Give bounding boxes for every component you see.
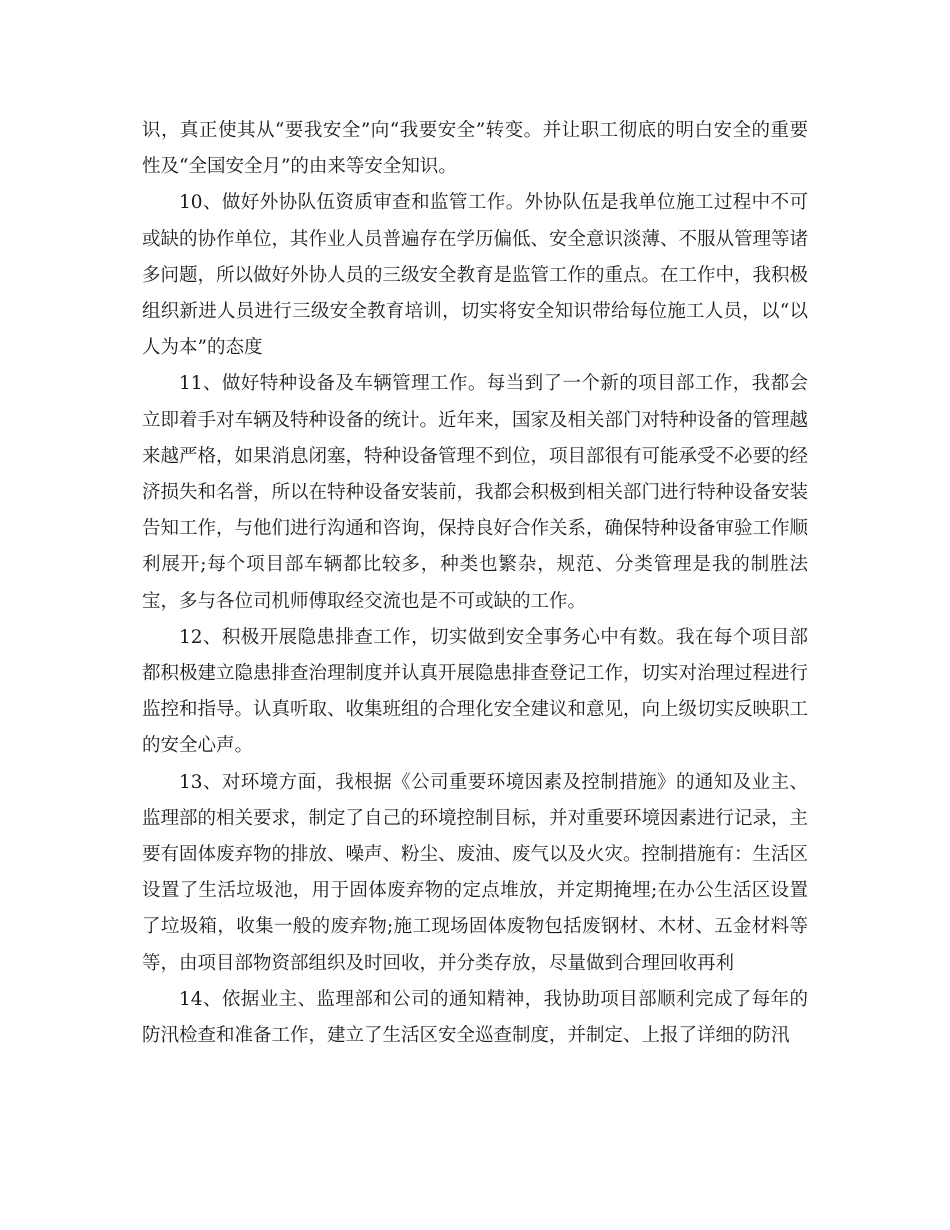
document-body <box>142 113 808 1054</box>
paragraph-continuation: 识，真正使其从“要我安全”向“我要安全”转变。并让职工彻底的明白安全的重要性及“全国安全月”的由来等安全知识。 <box>142 120 808 178</box>
paragraph-item-11: 11、做好特种设备及车辆管理工作。每当到了一个新的项目部工作，我都会立即着手对车辆及特种设备的统计。近年来，国家及相关部门对特种设备的管理越来越严格，如果消息闭塞，特种设备管理不到位，项目部很有可能承受不必要的经济损失和名誉，所以在特种设备安装前，我都会积极到相关部门进行特种设备安装告知工作，与他们进行沟通和咨询，保持良好合作关系，确保特种设备审验工作顺利展开;每个项目部车辆都比较多，种类也繁杂，规范、分类管理是我的制胜法宝，多与各位司机师傅取经交流也是不可或缺的工作。 <box>142 373 809 612</box>
paragraph-item-10: 10、做好外协队伍资质审查和监管工作。外协队伍是我单位施工过程中不可或缺的协作单位，其作业人员普遍存在学历偏低、安全意识淡薄、不服从管理等诸多问题，所以做好外协人员的三级安全教育是监管工作的重点。在工作中，我积极组织新进人员进行三级安全教育培训，切实将安全知识带给每位施工人员，以“以人为本”的态度 <box>142 192 809 359</box>
paragraph-item-12: 12、积极开展隐患排查工作，切实做到安全事务心中有数。我在每个项目部都积极建立隐患排查治理制度并认真开展隐患排查登记工作，切实对治理过程进行监控和指导。认真听取、收集班组的合理化安全建议和意见，向上级切实反映职工的安全心声。 <box>142 626 809 757</box>
paragraph-item-14: 14、依据业主、监理部和公司的通知精神，我协助项目部顺利完成了每年的防汛检查和准备工作，建立了生活区安全巡查制度，并制定、上报了详细的防汛 <box>142 988 808 1047</box>
paragraph-item-13: 13、对环境方面，我根据《公司重要环境因素及控制措施》的通知及业主、监理部的相关要求，制定了自己的环境控制目标，并对重要环境因素进行记录，主要有固体废弃物的排放、噪声、粉尘、废油、废气以及火灾。控制措施有：生活区设置了生活垃圾池，用于固体废弃物的定点堆放，并定期掩埋;在办公生活区设置了垃圾箱，收集一般的废弃物;施工现场固体废物包括废钢材、木材、五金材料等等，由项目部物资部组织及时回收，并分类存放，尽量做到合理回收再利 <box>142 771 809 974</box>
